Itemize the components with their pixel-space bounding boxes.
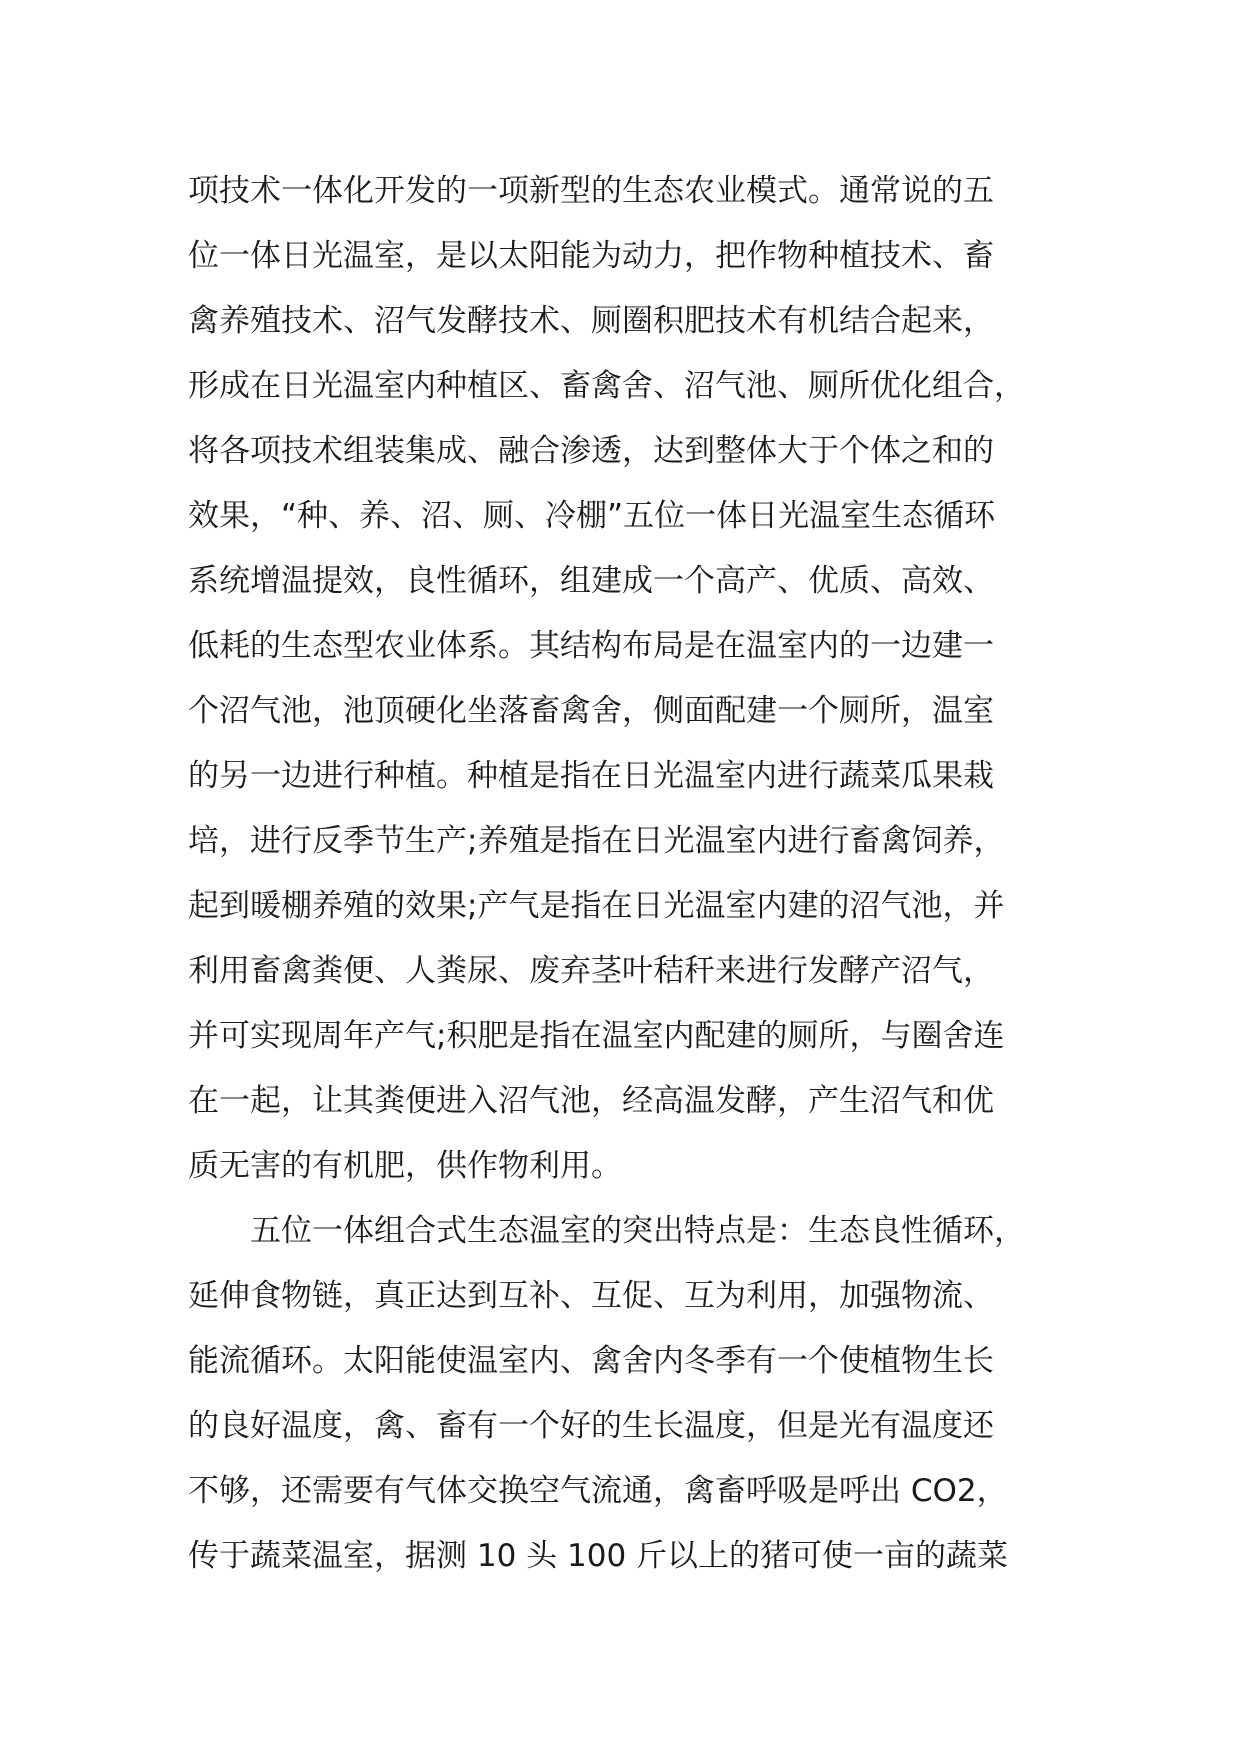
text-line: 能流循环。太阳能使温室内、禽舍内冬季有一个使植物生长 (188, 1343, 994, 1379)
text-line: 位一体日光温室，是以太阳能为动力，把作物种植技术、畜 (188, 238, 994, 274)
text-line: 个沼气池，池顶硬化坐落畜禽舍，侧面配建一个厕所，温室 (188, 693, 994, 729)
text-line: 利用畜禽粪便、人粪尿、废弃茎叶秸秆来进行发酵产沼气， (188, 953, 994, 989)
text-line: 低耗的生态型农业体系。其结构布局是在温室内的一边建一 (188, 628, 994, 664)
text-line: 禽养殖技术、沼气发酵技术、厕圈积肥技术有机结合起来， (188, 303, 994, 339)
text-line: 培，进行反季节生产;养殖是指在日光温室内进行畜禽饲养， (188, 823, 1005, 859)
paragraph-2 (188, 1199, 1088, 1589)
text-line: 起到暖棚养殖的效果;产气是指在日光温室内建的沼气池，并 (188, 888, 1005, 924)
text-line: 延伸食物链，真正达到互补、互促、互为利用，加强物流、 (188, 1278, 994, 1314)
text-line: 的良好温度，禽、畜有一个好的生长温度，但是光有温度还 (188, 1408, 994, 1444)
paragraph-1 (188, 159, 1088, 1199)
text-line: 并可实现周年产气;积肥是指在温室内配建的厕所，与圈舍连 (188, 1018, 1005, 1054)
text-line: 传于蔬菜温室，据测 10 头 100 斤以上的猪可使一亩的蔬菜 (188, 1538, 1009, 1574)
text-line: 质无害的有机肥，供作物利用。 (188, 1148, 622, 1184)
text-line: 将各项技术组装集成、融合渗透，达到整体大于个体之和的 (188, 433, 994, 469)
text-line: 项技术一体化开发的一项新型的生态农业模式。通常说的五 (188, 173, 994, 209)
text-line-indented: 五位一体组合式生态温室的突出特点是：生态良性循环， (250, 1213, 1025, 1249)
text-line: 系统增温提效，良性循环，组建成一个高产、优质、高效、 (188, 563, 994, 599)
text-line: 在一起，让其粪便进入沼气池，经高温发酵，产生沼气和优 (188, 1083, 994, 1119)
text-line: 的另一边进行种植。种植是指在日光温室内进行蔬菜瓜果栽 (188, 758, 994, 794)
body-text (188, 159, 1088, 1589)
text-line: 形成在日光温室内种植区、畜禽舍、沼气池、厕所优化组合， (188, 368, 1025, 404)
text-line: 效果，“种、养、沼、厕、冷棚”五位一体日光温室生态循环 (188, 498, 996, 534)
text-line: 不够，还需要有气体交换空气流通，禽畜呼吸是呼出 CO2， (188, 1473, 1008, 1509)
